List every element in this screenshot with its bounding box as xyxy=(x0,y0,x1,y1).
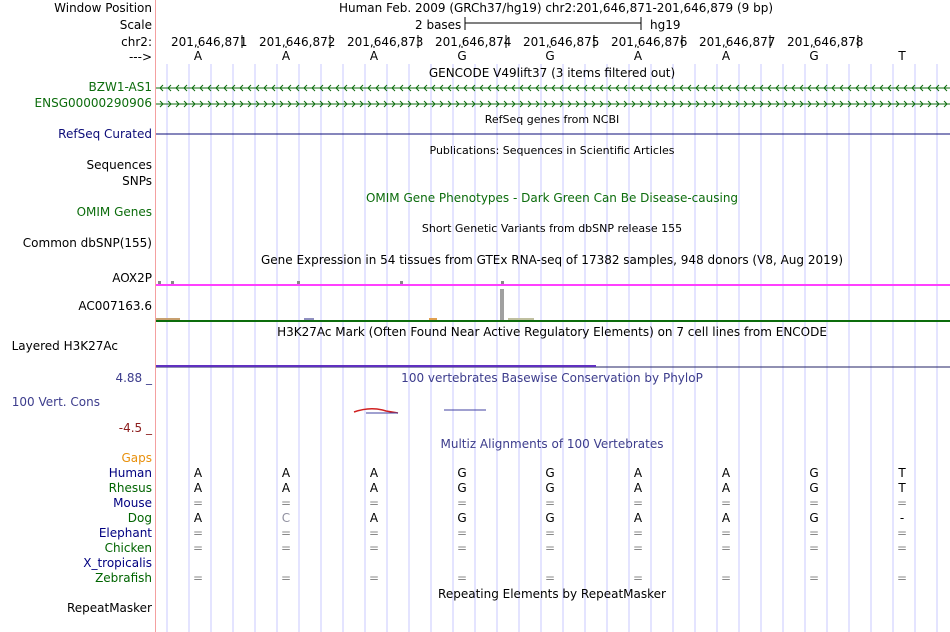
alignment-base: A xyxy=(369,511,379,525)
gene-label-bzw1-as1[interactable]: BZW1-AS1 xyxy=(88,80,152,94)
refseq-track-title[interactable]: RefSeq genes from NCBI xyxy=(484,113,620,126)
ruler-coordinate: 201,646,877 xyxy=(699,35,776,49)
alignment-base: A xyxy=(633,511,643,525)
window-position-text: Human Feb. 2009 (GRCh37/hg19) chr2:201,646,871-201,646,879 (9 bp) xyxy=(338,1,774,15)
alignment-base: = xyxy=(456,541,468,555)
genome-browser-image[interactable] xyxy=(156,0,950,632)
alignment-base: A xyxy=(193,511,203,525)
alignment-base: = xyxy=(896,526,908,540)
alignment-base: - xyxy=(899,511,905,525)
strand-arrow-label: ---> xyxy=(128,50,152,64)
alignment-base: G xyxy=(457,481,467,495)
alignment-base: = xyxy=(456,496,468,510)
multiz-track-title[interactable]: Multiz Alignments of 100 Vertebrates xyxy=(440,437,664,451)
alignment-base: = xyxy=(456,571,468,585)
scale-bar xyxy=(465,17,641,30)
omim-track-title[interactable]: OMIM Gene Phenotypes - Dark Green Can Be Disease-causing xyxy=(365,191,739,205)
alignment-base: = xyxy=(896,541,908,555)
alignment-base: = xyxy=(192,571,204,585)
phylop-track-title[interactable]: 100 vertebrates Basewise Conservation by PhyloP xyxy=(401,371,703,385)
species-label[interactable]: X_tropicalis xyxy=(83,556,152,570)
scale-text: 2 bases xyxy=(415,18,462,32)
publications-track-title[interactable]: Publications: Sequences in Scientific Articles xyxy=(429,144,675,157)
alignment-base: = xyxy=(280,571,292,585)
alignment-base: = xyxy=(632,541,644,555)
alignment-base: = xyxy=(280,496,292,510)
gene-label-ensg00000290906[interactable]: ENSG00000290906 xyxy=(34,96,152,110)
ruler-coordinate: 201,646,871 xyxy=(171,35,248,49)
dbsnp-track-label[interactable]: Common dbSNP(155) xyxy=(22,236,152,250)
h3k27ac-signal xyxy=(156,366,950,367)
repeatmasker-track-label[interactable]: RepeatMasker xyxy=(66,601,152,615)
reference-base: G xyxy=(545,49,555,63)
alignment-base: = xyxy=(192,496,204,510)
alignment-base: A xyxy=(281,481,291,495)
alignment-base: G xyxy=(809,481,819,495)
species-label[interactable]: Rhesus xyxy=(108,481,152,495)
alignment-base: A xyxy=(721,481,731,495)
alignment-base: = xyxy=(280,526,292,540)
alignment-base: A xyxy=(193,481,203,495)
species-label[interactable]: Dog xyxy=(127,511,152,525)
alignment-base: = xyxy=(808,571,820,585)
dbsnp-track-title[interactable]: Short Genetic Variants from dbSNP release 155 xyxy=(421,222,683,235)
h3k27ac-track-title[interactable]: H3K27Ac Mark (Often Found Near Active Regulatory Elements) on 7 cell lines from ENCODE xyxy=(277,325,827,339)
reference-base: A xyxy=(633,49,643,63)
species-label[interactable]: Human xyxy=(108,466,152,480)
species-label[interactable]: Elephant xyxy=(98,526,152,540)
phylop-signal xyxy=(354,409,486,413)
alignment-base: G xyxy=(809,466,819,480)
alignment-base: A xyxy=(721,466,731,480)
alignment-base: A xyxy=(369,466,379,480)
alignment-base: G xyxy=(545,466,555,480)
alignment-base: = xyxy=(720,496,732,510)
alignment-base: T xyxy=(898,466,906,480)
alignment-base: A xyxy=(721,511,731,525)
species-label[interactable]: Zebrafish xyxy=(95,571,152,585)
gencode-gene-lines xyxy=(156,85,950,107)
ruler-coordinate: 201,646,878 xyxy=(787,35,864,49)
refseq-track-label[interactable]: RefSeq Curated xyxy=(58,127,152,141)
alignment-base: = xyxy=(280,541,292,555)
alignment-base: = xyxy=(368,571,380,585)
species-label[interactable]: Mouse xyxy=(113,496,152,510)
phylop-track-label[interactable]: 100 Vert. Cons xyxy=(11,395,100,409)
alignment-base: A xyxy=(281,466,291,480)
alignment-base: = xyxy=(632,571,644,585)
alignment-base: T xyxy=(898,481,906,495)
omim-track-label[interactable]: OMIM Genes xyxy=(76,205,152,219)
scale-label: Scale xyxy=(119,18,152,32)
alignment-base: = xyxy=(720,541,732,555)
alignment-base: G xyxy=(457,466,467,480)
alignment-base: G xyxy=(457,511,467,525)
alignment-base: A xyxy=(193,466,203,480)
alignment-base: = xyxy=(632,526,644,540)
alignment-base: = xyxy=(192,541,204,555)
reference-base: G xyxy=(457,49,467,63)
alignment-base: = xyxy=(368,526,380,540)
track-label-panel xyxy=(0,0,155,632)
alignment-base: = xyxy=(456,526,468,540)
ruler-coordinate: 201,646,875 xyxy=(523,35,600,49)
alignment-base: = xyxy=(544,496,556,510)
alignment-base: = xyxy=(544,541,556,555)
ruler-coordinate: 201,646,876 xyxy=(611,35,688,49)
multiz-gaps-label[interactable]: Gaps xyxy=(121,451,152,465)
gtex-track-title[interactable]: Gene Expression in 54 tissues from GTEx RNA-seq of 17382 samples, 948 donors (V8, Aug 2019) xyxy=(260,253,844,267)
alignment-base: = xyxy=(896,571,908,585)
ruler-coordinate: 201,646,873 xyxy=(347,35,424,49)
repeatmasker-track-title[interactable]: Repeating Elements by RepeatMasker xyxy=(438,587,666,601)
gtex-gene-label-ac007163-6[interactable]: AC007163.6 xyxy=(78,299,152,313)
reference-base: G xyxy=(809,49,819,63)
ruler-coordinate: 201,646,874 xyxy=(435,35,512,49)
h3k27ac-track-label[interactable]: Layered H3K27Ac xyxy=(11,339,118,353)
alignment-base: = xyxy=(544,571,556,585)
alignment-base: G xyxy=(809,511,819,525)
alignment-base: = xyxy=(368,496,380,510)
gtex-gene-label-aox2p[interactable]: AOX2P xyxy=(112,271,152,285)
ruler-coordinate: 201,646,872 xyxy=(259,35,336,49)
alignment-base: G xyxy=(545,511,555,525)
phylop-max-value: 4.88 _ xyxy=(115,371,152,385)
species-label[interactable]: Chicken xyxy=(104,541,152,555)
alignment-base: = xyxy=(808,496,820,510)
alignment-base: A xyxy=(369,481,379,495)
reference-base: T xyxy=(898,49,906,63)
reference-base: A xyxy=(369,49,379,63)
alignment-base: = xyxy=(544,526,556,540)
alignment-base: = xyxy=(808,541,820,555)
assembly-text: hg19 xyxy=(650,18,681,32)
snps-track-label[interactable]: SNPs xyxy=(122,174,152,188)
alignment-base: = xyxy=(192,526,204,540)
gencode-track-title[interactable]: GENCODE V49lift37 (3 items filtered out) xyxy=(428,66,676,80)
sequences-track-label[interactable]: Sequences xyxy=(86,158,152,172)
alignment-base: = xyxy=(720,526,732,540)
alignment-base: G xyxy=(545,481,555,495)
alignment-base: A xyxy=(633,481,643,495)
alignment-base: = xyxy=(720,571,732,585)
alignment-base: = xyxy=(808,526,820,540)
reference-base: A xyxy=(281,49,291,63)
alignment-base: = xyxy=(368,541,380,555)
reference-base: A xyxy=(721,49,731,63)
alignment-base: = xyxy=(896,496,908,510)
alignment-base: C xyxy=(281,511,291,525)
alignment-base: = xyxy=(632,496,644,510)
window-position-label: Window Position xyxy=(54,1,152,15)
gtex-aox2p-bars xyxy=(156,281,950,285)
alignment-base: A xyxy=(633,466,643,480)
gtex-ac007163-bars xyxy=(156,289,950,321)
reference-base: A xyxy=(193,49,203,63)
chrom-label: chr2: xyxy=(121,35,152,49)
phylop-min-value: -4.5 _ xyxy=(118,421,152,435)
